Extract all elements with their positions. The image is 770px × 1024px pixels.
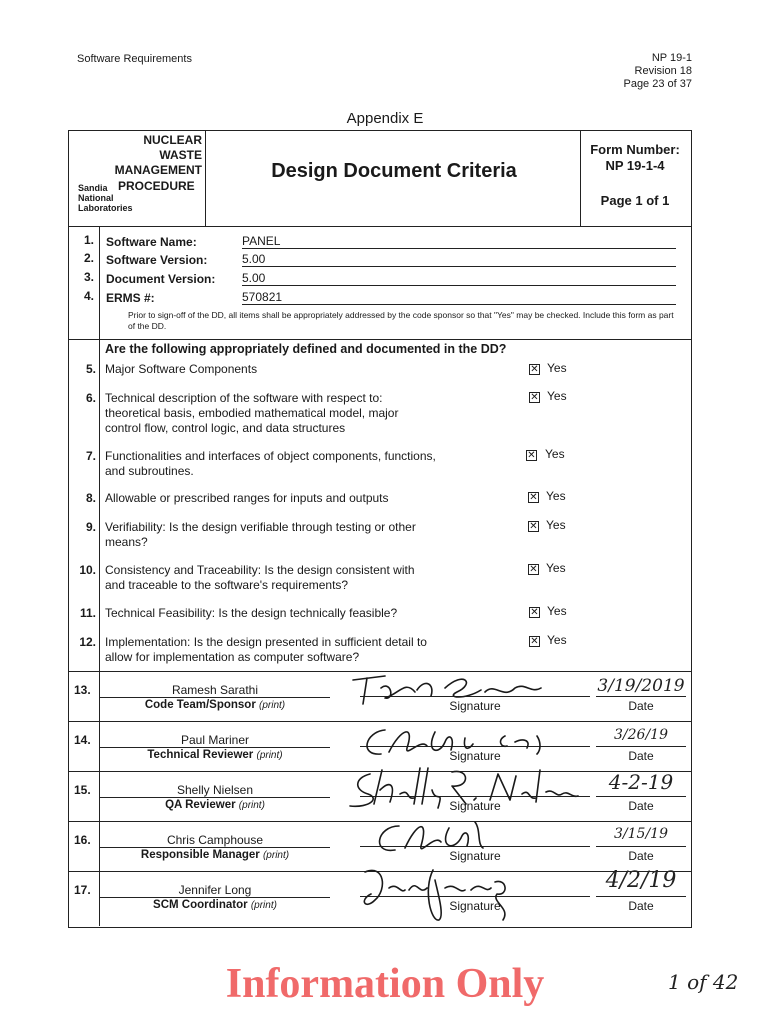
appendix-title: Appendix E [346, 110, 424, 127]
form-number-block [585, 142, 685, 174]
header-divider-right [580, 130, 581, 227]
date-label: Date [628, 699, 654, 713]
date-line [596, 846, 686, 847]
handwritten-page-count: 1 of 42 [668, 970, 739, 994]
signature-label: Signature [449, 799, 501, 813]
question-line: and subroutines. [105, 464, 194, 478]
procedure-number: NP 19-1 [651, 52, 692, 64]
software-version-value: 5.00 [242, 252, 676, 267]
question-line: means? [105, 535, 148, 549]
field-label: ERMS #: [106, 291, 155, 305]
role-label: Code Team/Sponsor [144, 699, 256, 711]
yes-checkbox[interactable]: ✕ [529, 492, 538, 503]
question-number: 12. [79, 635, 96, 649]
information-only-stamp: Information Only [225, 961, 545, 1007]
procedure-line: WASTE [159, 148, 202, 162]
signoff-number: 17. [74, 883, 91, 897]
signature-label: Signature [449, 749, 501, 763]
page-number: Page 23 of 37 [623, 78, 692, 90]
signer-name: Shelly Nielsen [100, 783, 330, 798]
form-number-label: Form Number: [590, 142, 680, 157]
procedure-line: PROCEDURE [118, 179, 195, 193]
document-header-right [623, 52, 692, 91]
erms-number-value: 570821 [242, 290, 676, 305]
field-label: Software Version: [106, 253, 208, 267]
field-number: 2. [84, 251, 95, 265]
signer-role [100, 899, 330, 911]
field-label: Software Name: [106, 235, 197, 249]
question-line: theoretical basis, embodied mathematical model, major [105, 406, 399, 420]
question-text [105, 520, 416, 550]
yes-checkbox[interactable]: ✕ [530, 364, 539, 375]
signature-jennifer-long [345, 860, 525, 928]
question-number: 7. [85, 449, 96, 463]
signer-role [100, 699, 330, 711]
form-title: Design Document Criteria [271, 160, 517, 182]
date-line [596, 746, 686, 747]
header-divider-left [205, 130, 206, 227]
yes-label: Yes [546, 561, 566, 575]
signoff-number: 15. [74, 783, 91, 797]
print-note: (print) [262, 850, 290, 861]
signoff-number: 16. [74, 833, 91, 847]
yes-label: Yes [547, 633, 567, 647]
date-label: Date [628, 849, 654, 863]
question-line: Allowable or prescribed ranges for inputs and outputs [105, 491, 389, 505]
signer-role [100, 799, 330, 811]
question-line: Implementation: Is the design presented in sufficient detail to [105, 635, 427, 649]
yes-label: Yes [546, 489, 566, 503]
print-note: (print) [256, 750, 283, 761]
question-line: Technical Feasibility: Is the design technically feasible? [105, 606, 398, 620]
role-label: Responsible Manager [140, 849, 260, 861]
handwritten-date: 4/2/19 [605, 868, 677, 893]
date-line [596, 896, 686, 897]
yes-label: Yes [546, 518, 566, 532]
yes-checkbox[interactable]: ✕ [529, 564, 538, 575]
procedure-line: NUCLEAR [143, 133, 202, 147]
date-label: Date [628, 749, 654, 763]
date-label: Date [628, 899, 654, 913]
signer-name: Paul Mariner [100, 733, 330, 748]
question-number: 11. [79, 606, 96, 620]
signature-label: Signature [449, 849, 501, 863]
question-number: 8. [85, 491, 96, 505]
question-line: control flow, control logic, and data structures [105, 421, 346, 435]
signer-role [100, 749, 330, 761]
print-note: (print) [259, 700, 286, 711]
procedure-block [78, 133, 202, 178]
handwritten-date: 3/26/19 [614, 727, 668, 743]
signature-shelly-nielsen [340, 764, 580, 810]
question-text [105, 563, 415, 593]
question-text [105, 491, 389, 506]
document-header-left: Software Requirements [77, 53, 192, 65]
question-line: Consistency and Traceability: Is the design consistent with [105, 563, 415, 577]
role-label: QA Reviewer [165, 799, 236, 811]
handwritten-date: 3/15/19 [614, 826, 668, 842]
question-text [105, 606, 397, 621]
yes-label: Yes [545, 447, 565, 461]
question-text [105, 635, 427, 665]
signer-role [100, 849, 330, 861]
yes-checkbox[interactable]: ✕ [530, 392, 539, 403]
signature-label: Signature [449, 899, 501, 913]
question-line: Major Software Components [105, 362, 258, 376]
org-line: Sandia [78, 183, 108, 193]
org-line: National [78, 193, 114, 203]
question-line: Functionalities and interfaces of object components, functions, [105, 449, 436, 463]
field-number: 1. [84, 233, 95, 247]
signoff-number: 13. [74, 683, 91, 697]
question-text [105, 391, 398, 436]
form-number: NP 19-1-4 [605, 158, 665, 173]
role-label: SCM Coordinator [153, 899, 248, 911]
signoff-number: 14. [74, 733, 91, 747]
org-line: Laboratories [78, 203, 133, 213]
print-note: (print) [238, 800, 265, 811]
field-number: 4. [84, 289, 95, 303]
yes-checkbox[interactable]: ✕ [530, 636, 539, 647]
fields-bottom-rule [68, 339, 692, 340]
date-line [596, 796, 686, 797]
yes-checkbox[interactable]: ✕ [530, 607, 539, 618]
yes-checkbox[interactable]: ✕ [527, 450, 536, 461]
role-label: Technical Reviewer [147, 749, 254, 761]
form-page: Page 1 of 1 [600, 193, 670, 208]
question-number: 9. [85, 520, 96, 534]
question-number: 10. [79, 563, 96, 577]
question-line: Verifiability: Is the design verifiable through testing or other [105, 520, 416, 534]
question-line: Technical description of the software with respect to: [105, 391, 383, 405]
document-version-value: 5.00 [242, 271, 676, 286]
questions-heading: Are the following appropriately defined and documented in the DD? [105, 342, 507, 356]
yes-checkbox[interactable]: ✕ [529, 521, 538, 532]
yes-label: Yes [547, 389, 567, 403]
question-number: 5. [85, 362, 96, 376]
signature-ramesh-sarathi [345, 670, 545, 710]
signer-name: Jennifer Long [100, 883, 330, 898]
question-text [105, 362, 257, 377]
yes-label: Yes [547, 604, 567, 618]
field-label: Document Version: [106, 272, 216, 286]
print-note: (print) [250, 900, 277, 911]
question-number: 6. [85, 391, 96, 405]
handwritten-date: 4-2-19 [608, 770, 674, 794]
question-text [105, 449, 436, 479]
signer-name: Ramesh Sarathi [100, 683, 330, 698]
signer-name: Chris Camphouse [100, 833, 330, 848]
procedure-line: MANAGEMENT [114, 163, 202, 177]
question-line: allow for implementation as computer software? [105, 650, 360, 664]
yes-label: Yes [547, 361, 567, 375]
handwritten-date: 3/19/2019 [597, 676, 685, 696]
header-bottom-rule [68, 226, 692, 227]
date-label: Date [628, 799, 654, 813]
date-line [596, 696, 686, 697]
signature-paul-mariner [355, 722, 555, 764]
field-number: 3. [84, 270, 95, 284]
software-name-value: PANEL [242, 234, 676, 249]
signature-label: Signature [449, 699, 501, 713]
revision-number: Revision 18 [634, 65, 692, 77]
question-line: and traceable to the software's requirements? [105, 578, 349, 592]
instruction-note: Prior to sign-off of the DD, all items shall be appropriately addressed by the code sponsor so that "Yes" may be checked. Include this form as part of the DD. [128, 310, 674, 331]
signature-chris-camphouse [365, 816, 505, 860]
